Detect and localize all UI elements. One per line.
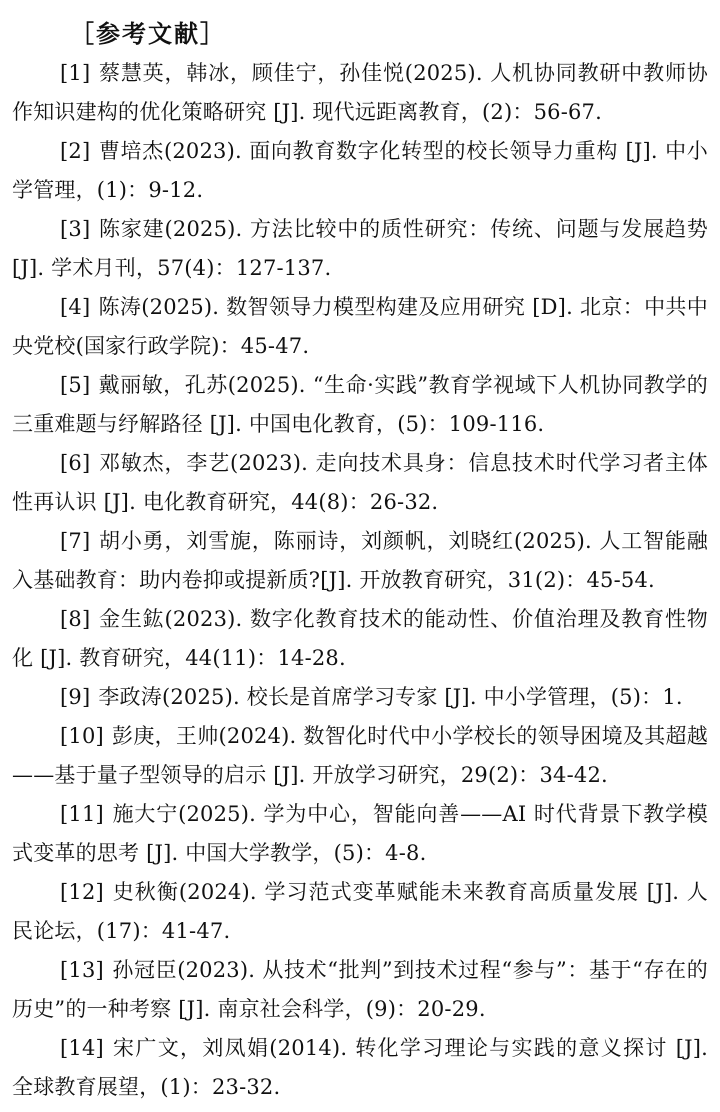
references-heading: ［参考文献］ bbox=[70, 20, 226, 48]
reference-item bbox=[12, 795, 708, 873]
reference-text: 李政涛(2025). 校长是首席学习专家 [J]. 中小学管理，(5)：1. bbox=[98, 685, 683, 709]
reference-item bbox=[12, 54, 708, 132]
reference-item bbox=[12, 288, 708, 366]
reference-text: 胡小勇，刘雪旎，陈丽诗，刘颜帆，刘晓红(2025). 人工智能融入基础教育：助内卷抑或提新质?[J]. 开放教育研究，31(2)：45-54. bbox=[12, 529, 708, 592]
reference-text: 曹培杰(2023). 面向教育数字化转型的校长领导力重构 [J]. 中小学管理，(1)：9-12. bbox=[12, 139, 708, 202]
reference-item bbox=[12, 132, 708, 210]
reference-number: [8] bbox=[60, 607, 91, 631]
reference-number: [7] bbox=[60, 529, 91, 553]
reference-item bbox=[12, 951, 708, 1029]
reference-item bbox=[12, 444, 708, 522]
reference-text: 宋广文，刘凤娟(2014). 转化学习理论与实践的意义探讨 [J]. 全球教育展望，(1)：23-32. bbox=[12, 1036, 708, 1099]
reference-text: 陈涛(2025). 数智领导力模型构建及应用研究 [D]. 北京：中共中央党校(国家行政学院)：45-47. bbox=[12, 295, 708, 358]
reference-item bbox=[12, 366, 708, 444]
reference-text: 陈家建(2025). 方法比较中的质性研究：传统、问题与发展趋势 [J]. 学术月刊，57(4)：127-137. bbox=[12, 217, 708, 280]
reference-number: [11] bbox=[60, 802, 104, 826]
reference-text: 戴丽敏，孔苏(2025). “生命·实践”教育学视域下人机协同教学的三重难题与纾解路径 [J]. 中国电化教育，(5)：109-116. bbox=[12, 373, 708, 436]
reference-text: 彭庚，王帅(2024). 数智化时代中小学校长的领导困境及其超越——基于量子型领导的启示 [J]. 开放学习研究，29(2)：34-42. bbox=[12, 724, 708, 787]
reference-list bbox=[12, 54, 708, 1107]
reference-item bbox=[12, 1029, 708, 1107]
reference-text: 邓敏杰，李艺(2023). 走向技术具身：信息技术时代学习者主体性再认识 [J]. 电化教育研究，44(8)：26-32. bbox=[12, 451, 708, 514]
reference-text: 施大宁(2025). 学为中心，智能向善——AI 时代背景下教学模式变革的思考 [J]. 中国大学教学，(5)：4-8. bbox=[12, 802, 708, 865]
reference-number: [12] bbox=[60, 880, 104, 904]
reference-text: 史秋衡(2024). 学习范式变革赋能未来教育高质量发展 [J]. 人民论坛，(17)：41-47. bbox=[12, 880, 708, 943]
reference-number: [1] bbox=[60, 61, 91, 85]
reference-number: [10] bbox=[60, 724, 104, 748]
reference-item bbox=[12, 717, 708, 795]
reference-number: [9] bbox=[60, 685, 91, 709]
reference-number: [3] bbox=[60, 217, 91, 241]
reference-text: 金生鈜(2023). 数字化教育技术的能动性、价值治理及教育性物化 [J]. 教育研究，44(11)：14-28. bbox=[12, 607, 708, 670]
reference-number: [4] bbox=[60, 295, 91, 319]
reference-number: [13] bbox=[60, 958, 104, 982]
reference-item bbox=[12, 873, 708, 951]
reference-item bbox=[12, 522, 708, 600]
reference-item bbox=[12, 210, 708, 288]
reference-item bbox=[12, 600, 708, 678]
references-page bbox=[12, 14, 708, 1107]
reference-text: 孙冠臣(2023). 从技术“批判”到技术过程“参与”：基于“存在的历史”的一种考察 [J]. 南京社会科学，(9)：20-29. bbox=[12, 958, 708, 1021]
reference-text: 蔡慧英，韩冰，顾佳宁，孙佳悦(2025). 人机协同教研中教师协作知识建构的优化策略研究 [J]. 现代远距离教育，(2)：56-67. bbox=[12, 61, 708, 124]
reference-number: [2] bbox=[60, 139, 91, 163]
reference-number: [5] bbox=[60, 373, 91, 397]
reference-number: [14] bbox=[60, 1036, 104, 1060]
reference-number: [6] bbox=[60, 451, 91, 475]
reference-item bbox=[12, 678, 708, 717]
